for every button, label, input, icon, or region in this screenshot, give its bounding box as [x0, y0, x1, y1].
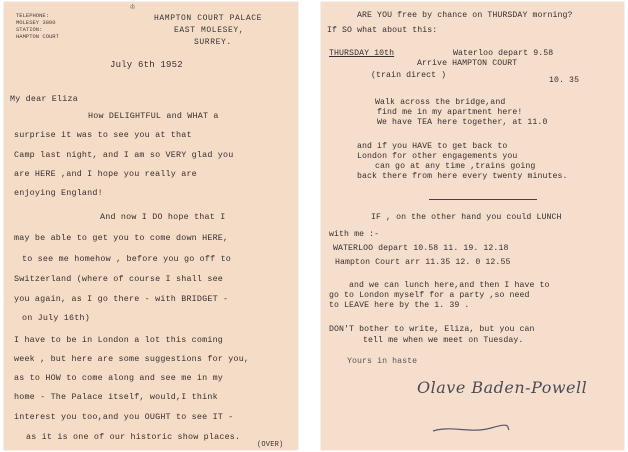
crown-icon: ♔ — [130, 2, 136, 12]
letter-line: tell me when we meet on Tuesday. — [363, 336, 524, 345]
letter-line: back there from here every twenty minutes. — [357, 172, 568, 181]
letter-line: ARE YOU free by chance on THURSDAY morning? — [357, 11, 573, 20]
letterhead-telephone: TELEPHONE: — [16, 12, 50, 19]
letterhead-address-line1: HAMPTON COURT PALACE — [154, 14, 263, 23]
letter-line: are HERE ,and I hope you really are — [14, 169, 197, 179]
letter-line: London for other engagements you — [357, 152, 518, 161]
letter-line: interest you too,and you OUGHT to see IT - — [14, 412, 234, 422]
letter-line: Switzerland (where of course I shall see — [14, 274, 224, 284]
letter-salutation: My dear Eliza — [10, 94, 78, 104]
over-note: (OVER) — [257, 441, 284, 449]
thursday-heading: THURSDAY 10th — [329, 49, 395, 58]
letter-line: may be able to get you to come down HERE, — [14, 233, 229, 243]
letter-line: Waterloo depart 9.58 — [453, 49, 554, 58]
letterhead-station-name: HAMPTON COURT — [16, 33, 59, 40]
letterhead-address-line2: EAST MOLESEY, — [174, 26, 245, 35]
letter-line: 10. 35 — [549, 76, 580, 85]
timetable-depart: WATERLOO depart 10.58 11. 19. 12.18 — [333, 244, 509, 253]
letterhead-address-line3: SURREY. — [194, 38, 232, 47]
letter-line: to LEAVE here by the 1. 39 . — [329, 301, 470, 310]
letter-line: enjoying England! — [14, 188, 103, 198]
letter-line: and if you HAVE to get back to — [357, 142, 508, 151]
signature-flourish — [431, 422, 511, 436]
letter-line: to see me homehow , before you go off to — [22, 254, 232, 264]
letterhead-station: STATION: — [16, 26, 43, 33]
letter-line: can go at any time ,trains going — [375, 162, 536, 171]
letter-line: IF , on the other hand you could LUNCH — [371, 213, 562, 222]
letter-line: Arrive HAMPTON COURT — [417, 59, 518, 68]
timetable-arrive: Hampton Court arr 11.35 12. 0 12.55 — [335, 258, 511, 267]
letter-page-left — [4, 2, 298, 450]
letter-line: And now I DO hope that I — [100, 212, 226, 222]
letter-line: DON'T bother to write, Eliza, but you can — [329, 325, 535, 334]
letter-line: home - The Palace itself, would,I think — [14, 392, 218, 402]
letter-line: find me in my apartment here! — [377, 108, 523, 117]
section-divider — [429, 199, 537, 200]
letter-date: July 6th 1952 — [110, 60, 183, 70]
letter-line: Walk across the bridge,and — [375, 98, 506, 107]
letter-line: I have to be in London a lot this coming — [14, 335, 224, 345]
letter-line: with me :- — [329, 230, 380, 239]
letter-line: We have TEA here together, at 11.0 — [377, 118, 548, 127]
letter-closing: Yours in haste — [347, 357, 418, 366]
letter-page-right — [321, 2, 624, 450]
letter-line: How DELIGHTFUL and WHAT a — [88, 111, 219, 121]
letter-line: as to HOW to come along and see me in my — [14, 373, 224, 383]
letter-line: week , but here are some suggestions for you, — [14, 354, 250, 364]
letter-line: you again, as I go there - with BRIDGET - — [14, 294, 229, 304]
letterhead-telephone-number: MOLESEY 3800 — [16, 19, 56, 26]
letter-line: If SO what about this: — [327, 26, 438, 35]
letter-line: and we can lunch here,and then I have to — [349, 281, 550, 290]
letter-line: on July 16th) — [22, 313, 90, 323]
letter-line: go to London myself for a party ,so need — [329, 291, 530, 300]
letter-line: surprise it was to see you at that — [14, 130, 192, 140]
letter-line: Camp last night, and I am so VERY glad you — [14, 150, 234, 160]
letter-line: (train direct ) — [371, 71, 447, 80]
letter-line: as it is one of our historic show places. — [26, 432, 241, 442]
signature: Olave Baden-Powell — [417, 378, 588, 397]
